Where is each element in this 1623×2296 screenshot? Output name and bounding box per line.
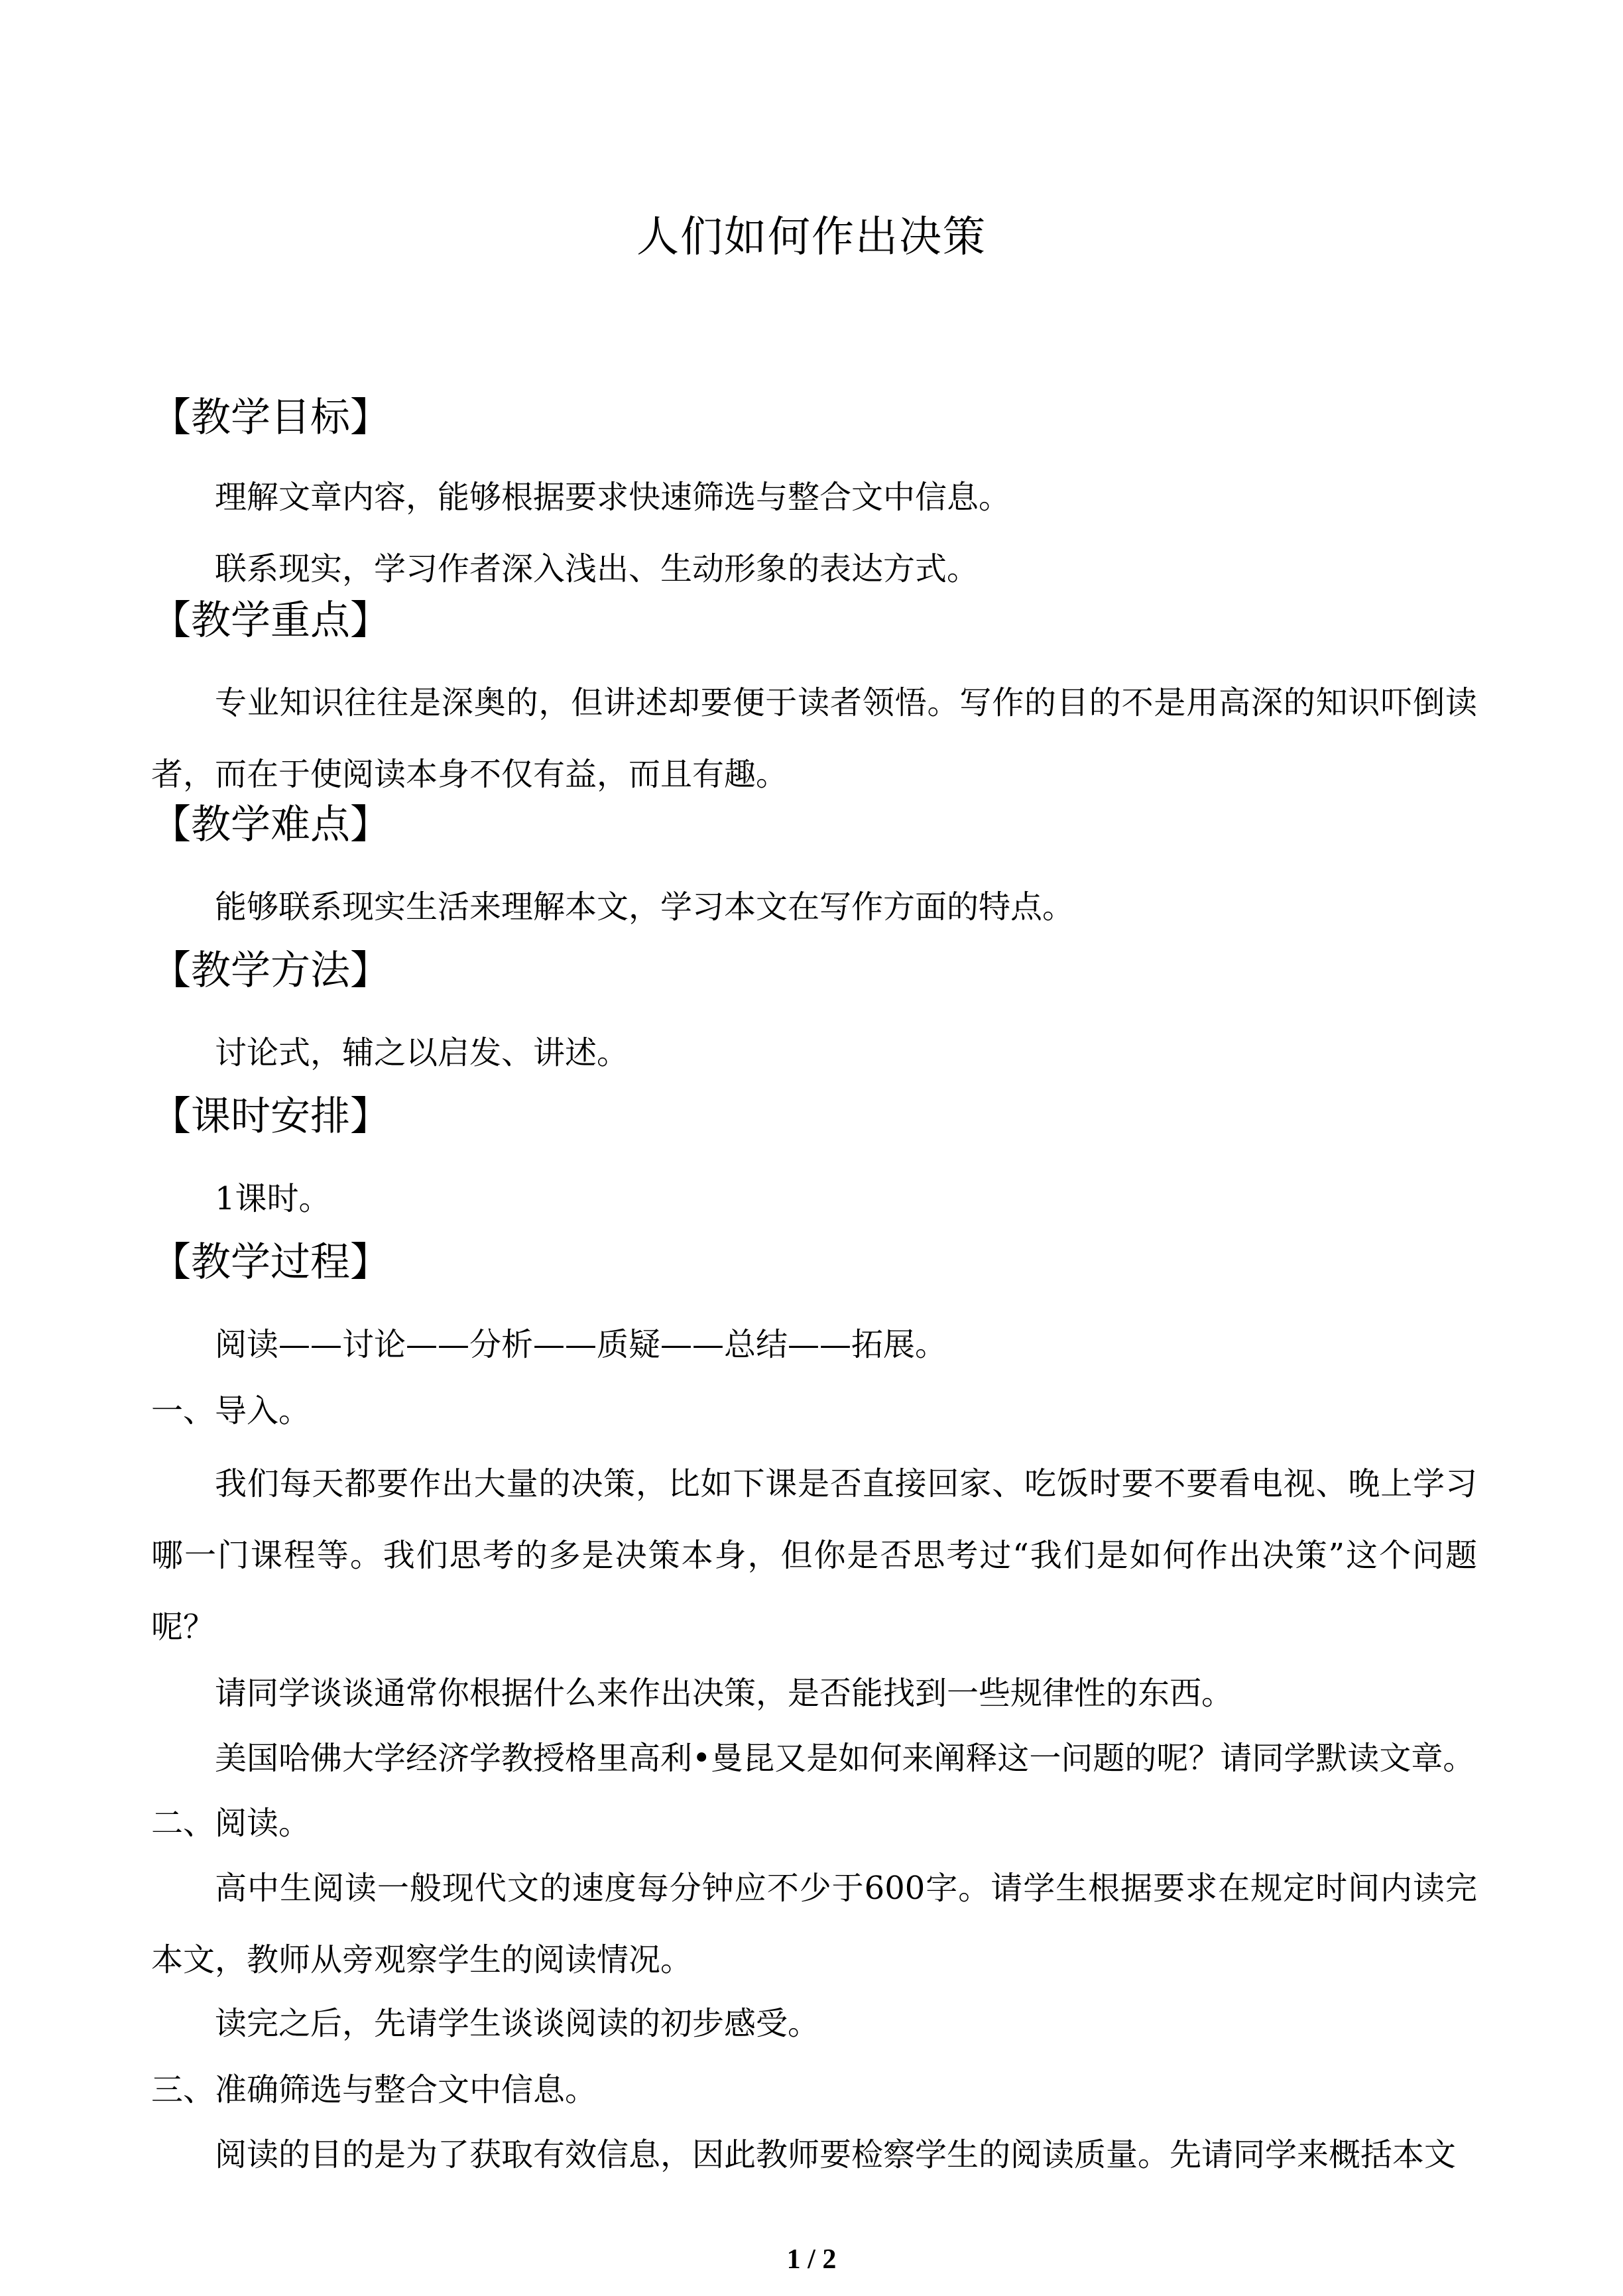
- paragraph-schedule: 1课时。: [215, 1180, 331, 1217]
- paragraph-methods: 讨论式，辅之以启发、讲述。: [215, 1034, 629, 1071]
- paragraph-intro-1: 我们每天都要作出大量的决策，比如下课是否直接回家、吃饭时要不要看电视、晚上学习哪一门课程等。我们思考的多是决策本身，但你是否思考过“我们是如何作出决策”这个问题呢？: [151, 1465, 1477, 1646]
- paragraph-objective-1: 理解文章内容，能够根据要求快速筛选与整合文中信息。: [215, 479, 1011, 516]
- paragraph-difficulties: 能够联系现实生活来理解本文，学习本文在写作方面的特点。: [215, 888, 1075, 926]
- heading-objectives: 【教学目标】: [151, 394, 390, 441]
- step-label-intro: 一、导入。: [151, 1392, 311, 1429]
- paragraph-reading-2: 读完之后，先请学生谈谈阅读的初步感受。: [215, 2005, 820, 2042]
- paragraph-objective-2: 联系现实，学习作者深入浅出、生动形象的表达方式。: [215, 550, 979, 587]
- page-number: 1 / 2: [786, 2244, 837, 2275]
- paragraph-intro-2: 请同学谈谈通常你根据什么来作出决策，是否能找到一些规律性的东西。: [215, 1675, 1234, 1712]
- heading-methods: 【教学方法】: [151, 947, 390, 994]
- paragraph-filter-1: 阅读的目的是为了获取有效信息，因此教师要检察学生的阅读质量。先请同学来概括本文: [215, 2136, 1457, 2173]
- heading-difficulties: 【教学难点】: [151, 802, 390, 848]
- paragraph-intro-3: 美国哈佛大学经济学教授格里高利•曼昆又是如何来阐释这一问题的呢？请同学默读文章。: [215, 1740, 1475, 1777]
- document-title: 人们如何作出决策: [636, 213, 987, 262]
- step-label-reading: 二、阅读。: [151, 1805, 311, 1842]
- paragraph-process-intro: 阅读——讨论——分析——质疑——总结——拓展。: [215, 1326, 947, 1363]
- heading-key-points: 【教学重点】: [151, 597, 390, 644]
- heading-schedule: 【课时安排】: [151, 1093, 390, 1140]
- heading-process: 【教学过程】: [151, 1239, 390, 1286]
- step-label-filter: 三、准确筛选与整合文中信息。: [151, 2071, 597, 2108]
- paragraph-reading-1: 高中生阅读一般现代文的速度每分钟应不少于600字。请学生根据要求在规定时间内读完本文，教师从旁观察学生的阅读情况。: [151, 1870, 1477, 1978]
- paragraph-key-points: 专业知识往往是深奥的，但讲述却要便于读者领悟。写作的目的不是用高深的知识吓倒读者，而在于使阅读本身不仅有益，而且有趣。: [151, 684, 1477, 793]
